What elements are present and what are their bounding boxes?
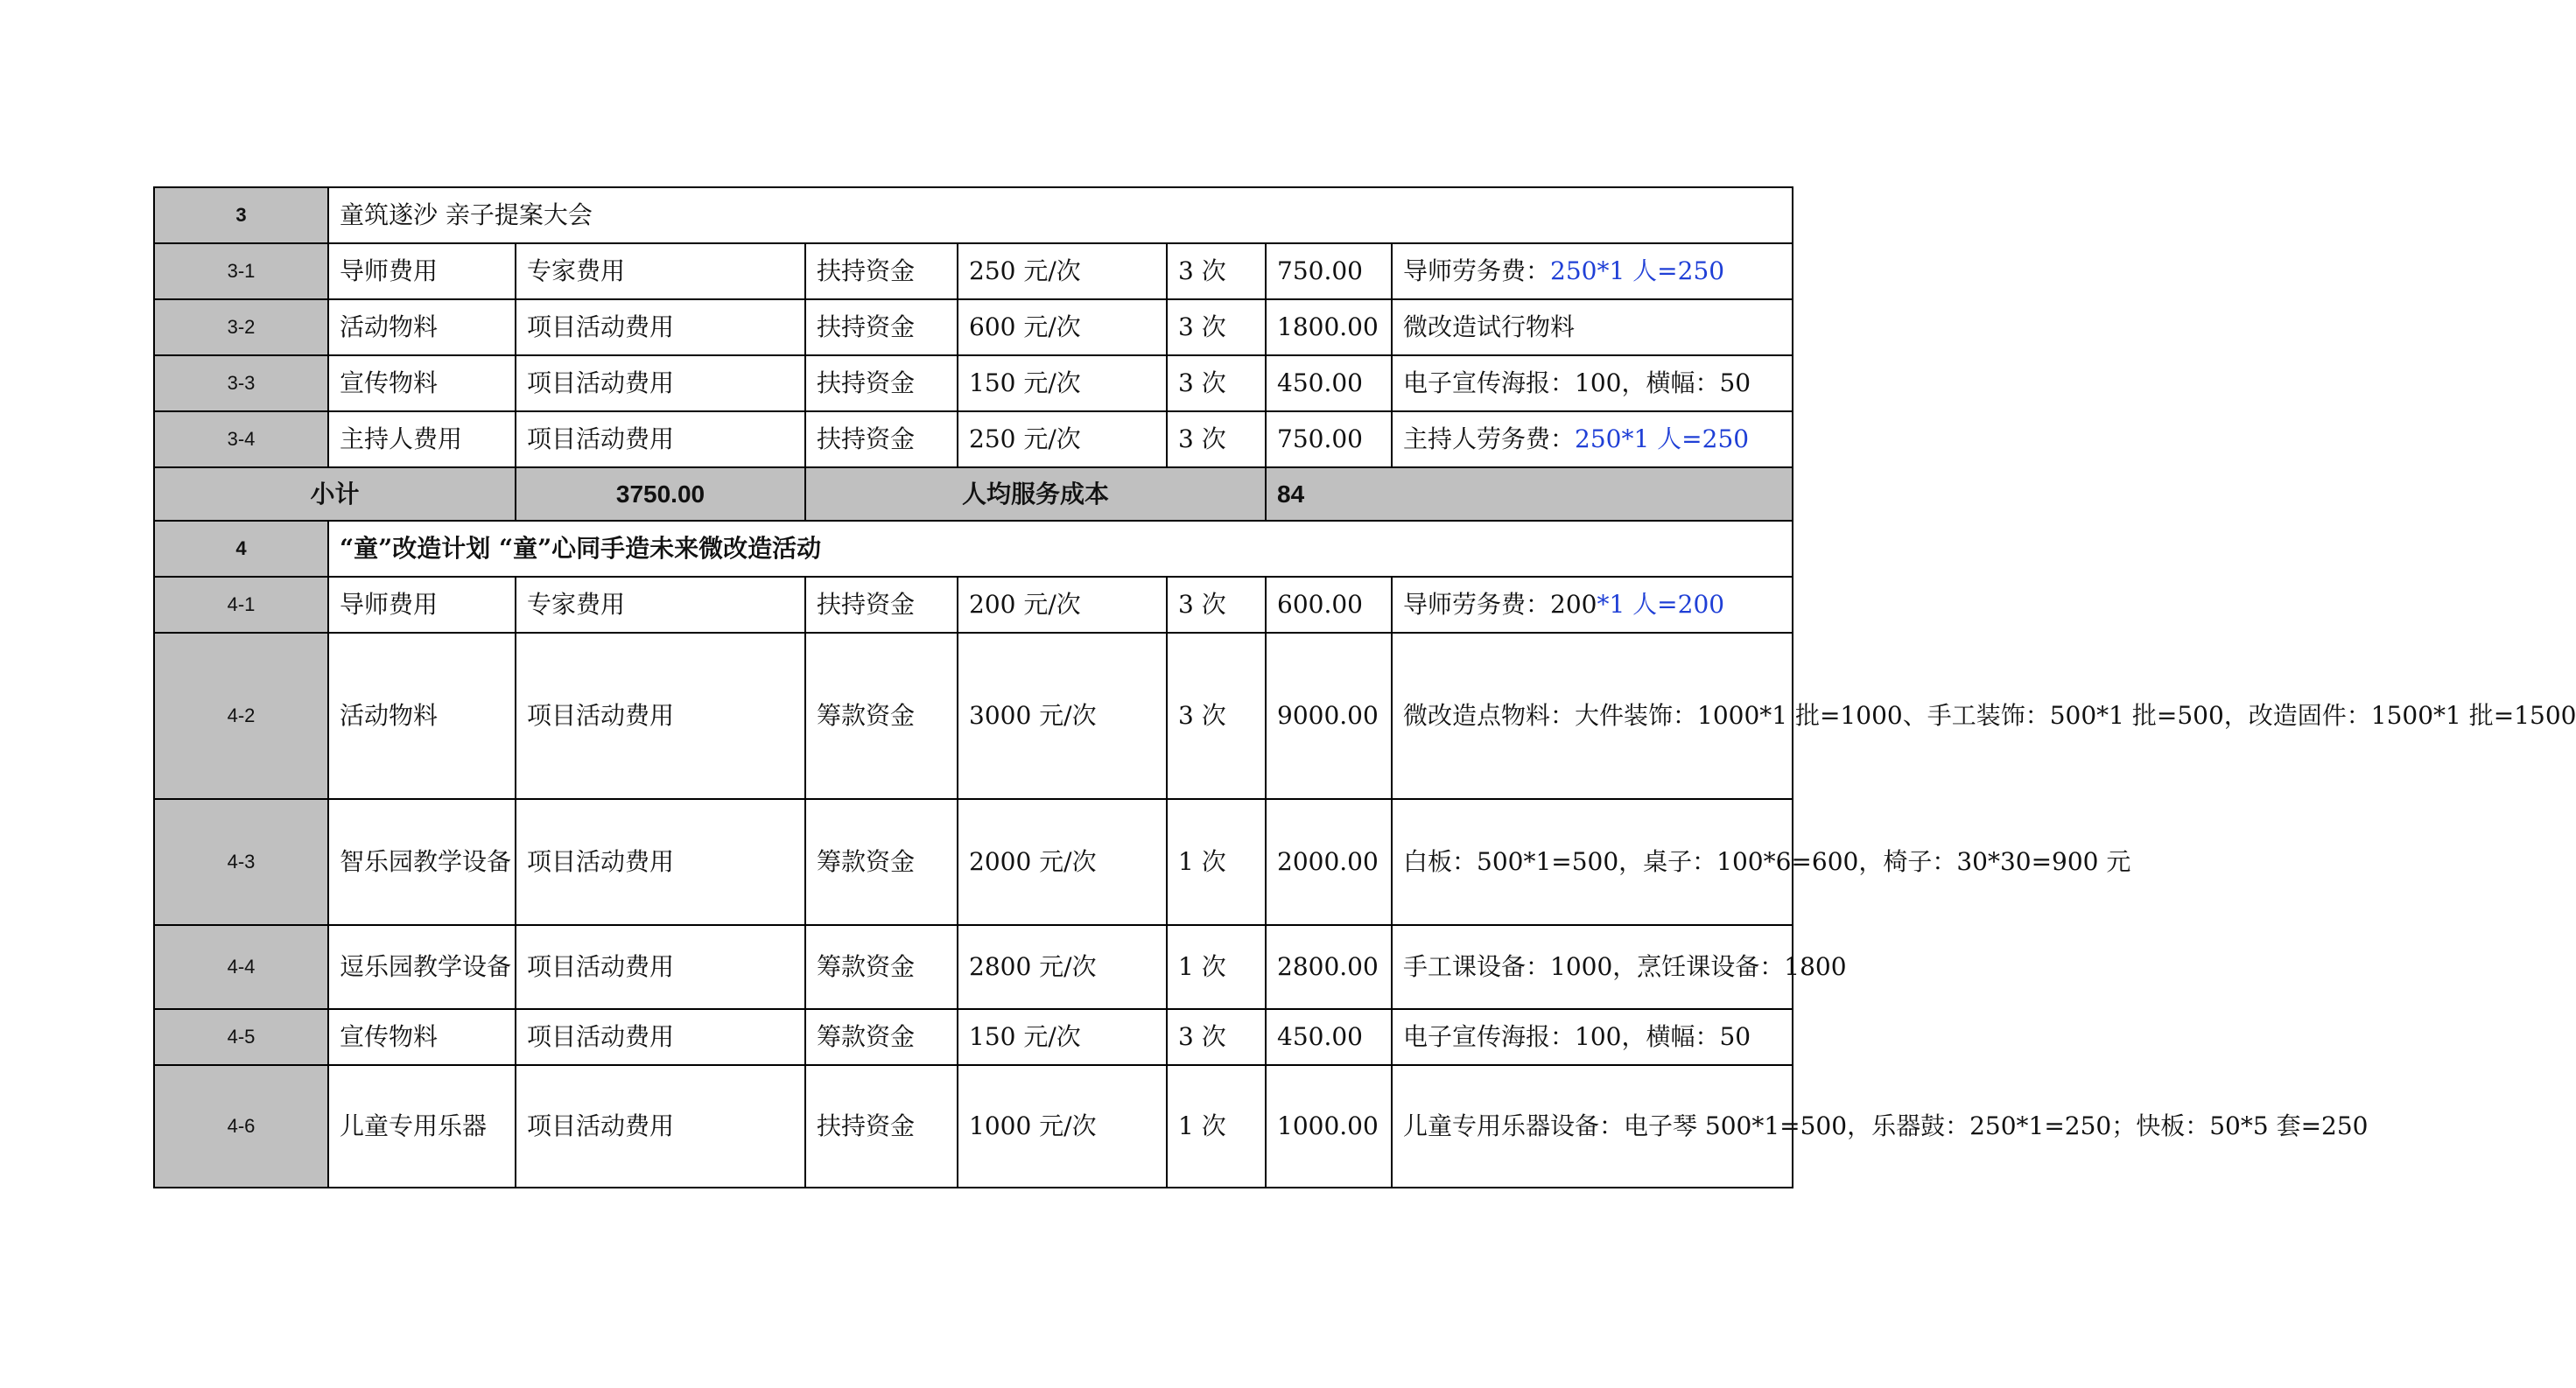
note-cell: 电子宣传海报：100，横幅：50	[1392, 1009, 1793, 1065]
table-row	[154, 799, 1793, 925]
quantity-cell: 3 次	[1167, 243, 1266, 299]
budget-table	[153, 186, 2576, 1188]
row-index: 3-2	[154, 299, 328, 355]
unit-price-cell: 200 元/次	[958, 577, 1167, 633]
section-title: 童筑遂沙 亲子提案大会	[328, 187, 1793, 243]
unit-price-cell: 1000 元/次	[958, 1065, 1167, 1188]
unit-price-cell: 3000 元/次	[958, 633, 1167, 799]
amount-cell: 750.00	[1266, 411, 1392, 467]
note-cell	[1392, 243, 1793, 299]
source-cell: 筹款资金	[805, 799, 958, 925]
unit-price-cell: 600 元/次	[958, 299, 1167, 355]
note-cell	[1392, 577, 1793, 633]
source-cell: 扶持资金	[805, 299, 958, 355]
note-cell: 手工课设备：1000，烹饪课设备：1800	[1392, 925, 1793, 1009]
unit-price-cell: 150 元/次	[958, 355, 1167, 411]
item-cell: 主持人费用	[328, 411, 516, 467]
table-row	[154, 633, 1793, 799]
per-capita-value: 84	[1266, 467, 1793, 521]
category-cell: 项目活动费用	[516, 1009, 805, 1065]
section-header-row	[154, 521, 1793, 577]
amount-cell: 2800.00	[1266, 925, 1392, 1009]
unit-price-cell: 150 元/次	[958, 1009, 1167, 1065]
note-cell: 白板：500*1=500，桌子：100*6=600，椅子：30*30=900 元	[1392, 799, 1793, 925]
unit-price-cell: 250 元/次	[958, 411, 1167, 467]
unit-price-cell: 250 元/次	[958, 243, 1167, 299]
table-row	[154, 925, 1793, 1009]
item-cell: 导师费用	[328, 243, 516, 299]
item-cell: 活动物料	[328, 299, 516, 355]
source-cell: 扶持资金	[805, 411, 958, 467]
unit-price-cell: 2000 元/次	[958, 799, 1167, 925]
category-cell: 专家费用	[516, 577, 805, 633]
table-row	[154, 1009, 1793, 1065]
source-cell: 筹款资金	[805, 925, 958, 1009]
source-cell: 扶持资金	[805, 577, 958, 633]
category-cell: 项目活动费用	[516, 925, 805, 1009]
item-cell: 智乐园教学设备	[328, 799, 516, 925]
quantity-cell: 3 次	[1167, 633, 1266, 799]
unit-price-cell: 2800 元/次	[958, 925, 1167, 1009]
amount-cell: 1000.00	[1266, 1065, 1392, 1188]
note-highlight: 250*1 人=250	[1575, 424, 1750, 453]
note-text: 导师劳务费：200	[1403, 590, 1597, 619]
row-index: 4-4	[154, 925, 328, 1009]
note-cell: 儿童专用乐器设备：电子琴 500*1=500，乐器鼓：250*1=250；快板：50*5 套=250	[1392, 1065, 1793, 1188]
table-row	[154, 411, 1793, 467]
row-index: 3-3	[154, 355, 328, 411]
item-cell: 宣传物料	[328, 1009, 516, 1065]
table-row	[154, 243, 1793, 299]
item-cell: 宣传物料	[328, 355, 516, 411]
row-index: 3-4	[154, 411, 328, 467]
note-highlight: *1 人=200	[1597, 590, 1725, 619]
amount-cell: 750.00	[1266, 243, 1392, 299]
category-cell: 项目活动费用	[516, 411, 805, 467]
source-cell: 扶持资金	[805, 355, 958, 411]
note-cell: 微改造点物料：大件装饰：1000*1 批=1000、手工装饰：500*1 批=500，改造固件：1500*1 批=1500	[1392, 633, 1793, 799]
row-index: 4-2	[154, 633, 328, 799]
quantity-cell: 1 次	[1167, 925, 1266, 1009]
item-cell: 逗乐园教学设备	[328, 925, 516, 1009]
amount-cell: 1800.00	[1266, 299, 1392, 355]
note-highlight: 250*1 人=250	[1550, 256, 1725, 285]
quantity-cell: 3 次	[1167, 411, 1266, 467]
per-capita-label: 人均服务成本	[805, 467, 1266, 521]
category-cell: 专家费用	[516, 243, 805, 299]
quantity-cell: 1 次	[1167, 799, 1266, 925]
section-index: 3	[154, 187, 328, 243]
category-cell: 项目活动费用	[516, 355, 805, 411]
item-cell: 活动物料	[328, 633, 516, 799]
subtotal-value: 3750.00	[516, 467, 805, 521]
quantity-cell: 3 次	[1167, 577, 1266, 633]
amount-cell: 450.00	[1266, 355, 1392, 411]
table-row	[154, 355, 1793, 411]
item-cell: 导师费用	[328, 577, 516, 633]
row-index: 4-1	[154, 577, 328, 633]
section-title: “童”改造计划 “童”心同手造未来微改造活动	[328, 521, 1793, 577]
table-row	[154, 299, 1793, 355]
row-index: 4-5	[154, 1009, 328, 1065]
row-index: 4-6	[154, 1065, 328, 1188]
table-row	[154, 1065, 1793, 1188]
item-cell: 儿童专用乐器	[328, 1065, 516, 1188]
note-text: 导师劳务费：	[1403, 256, 1551, 285]
quantity-cell: 3 次	[1167, 299, 1266, 355]
quantity-cell: 3 次	[1167, 355, 1266, 411]
subtotal-row	[154, 467, 1793, 521]
amount-cell: 9000.00	[1266, 633, 1392, 799]
category-cell: 项目活动费用	[516, 633, 805, 799]
row-index: 4-3	[154, 799, 328, 925]
subtotal-label: 小计	[154, 467, 516, 521]
note-text: 主持人劳务费：	[1403, 424, 1576, 453]
quantity-cell: 3 次	[1167, 1009, 1266, 1065]
note-cell	[1392, 411, 1793, 467]
section-header-row	[154, 187, 1793, 243]
category-cell: 项目活动费用	[516, 299, 805, 355]
source-cell: 扶持资金	[805, 1065, 958, 1188]
category-cell: 项目活动费用	[516, 1065, 805, 1188]
source-cell: 扶持资金	[805, 243, 958, 299]
note-cell: 微改造试行物料	[1392, 299, 1793, 355]
table-row	[154, 577, 1793, 633]
amount-cell: 2000.00	[1266, 799, 1392, 925]
amount-cell: 600.00	[1266, 577, 1392, 633]
category-cell: 项目活动费用	[516, 799, 805, 925]
section-index: 4	[154, 521, 328, 577]
source-cell: 筹款资金	[805, 1009, 958, 1065]
row-index: 3-1	[154, 243, 328, 299]
quantity-cell: 1 次	[1167, 1065, 1266, 1188]
amount-cell: 450.00	[1266, 1009, 1392, 1065]
note-cell: 电子宣传海报：100，横幅：50	[1392, 355, 1793, 411]
source-cell: 筹款资金	[805, 633, 958, 799]
